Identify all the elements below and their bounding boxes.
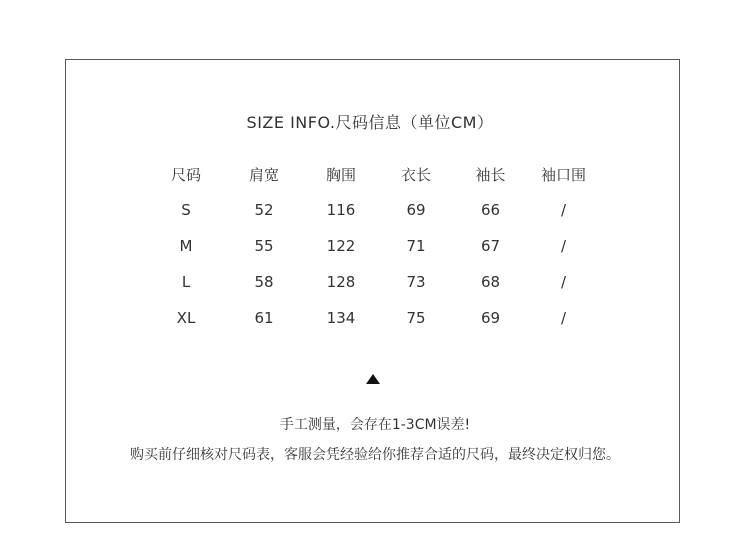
cell-length: 71 [406, 237, 426, 255]
table-row [148, 300, 600, 336]
cell-length: 73 [406, 273, 426, 291]
cell-sleeve: 67 [480, 237, 501, 255]
size-chart-title: SIZE INFO.尺码信息（单位CM） [246, 113, 494, 132]
table-row [148, 264, 600, 300]
cell-sleeve: 66 [480, 201, 501, 219]
cell-cuff: / [560, 201, 567, 219]
cell-size: S [181, 201, 191, 219]
cell-size: L [181, 273, 191, 291]
measurement-note: 手工测量，会存在1-3CM误差! [279, 417, 471, 433]
cell-shoulder: 52 [254, 201, 274, 219]
table-row [148, 192, 600, 228]
header-shoulder: 肩宽 [248, 165, 279, 184]
cell-sleeve: 68 [480, 273, 501, 291]
size-advice-note: 购买前仔细核对尺码表，客服会凭经验给你推荐合适的尺码，最终决定权归您。 [130, 447, 620, 463]
cell-size: XL [176, 309, 196, 327]
cell-cuff: / [560, 309, 567, 327]
cell-cuff: / [560, 237, 567, 255]
cell-length: 75 [406, 309, 426, 327]
header-chest: 胸围 [325, 165, 356, 184]
table-header-row [148, 156, 600, 192]
triangle-up-icon [366, 374, 380, 384]
size-table [148, 156, 600, 336]
cell-cuff: / [560, 273, 567, 291]
cell-shoulder: 61 [254, 309, 274, 327]
table-row [148, 228, 600, 264]
header-size: 尺码 [170, 165, 201, 184]
cell-length: 69 [406, 201, 426, 219]
header-length: 衣长 [400, 165, 431, 184]
cell-size: M [179, 237, 193, 255]
cell-chest: 128 [326, 273, 356, 291]
cell-sleeve: 69 [480, 309, 501, 327]
header-cuff: 袖口围 [540, 165, 586, 184]
cell-chest: 116 [326, 201, 356, 219]
cell-chest: 122 [326, 237, 356, 255]
cell-chest: 134 [326, 309, 356, 327]
cell-shoulder: 55 [254, 237, 274, 255]
header-sleeve: 袖长 [475, 165, 506, 184]
cell-shoulder: 58 [254, 273, 274, 291]
